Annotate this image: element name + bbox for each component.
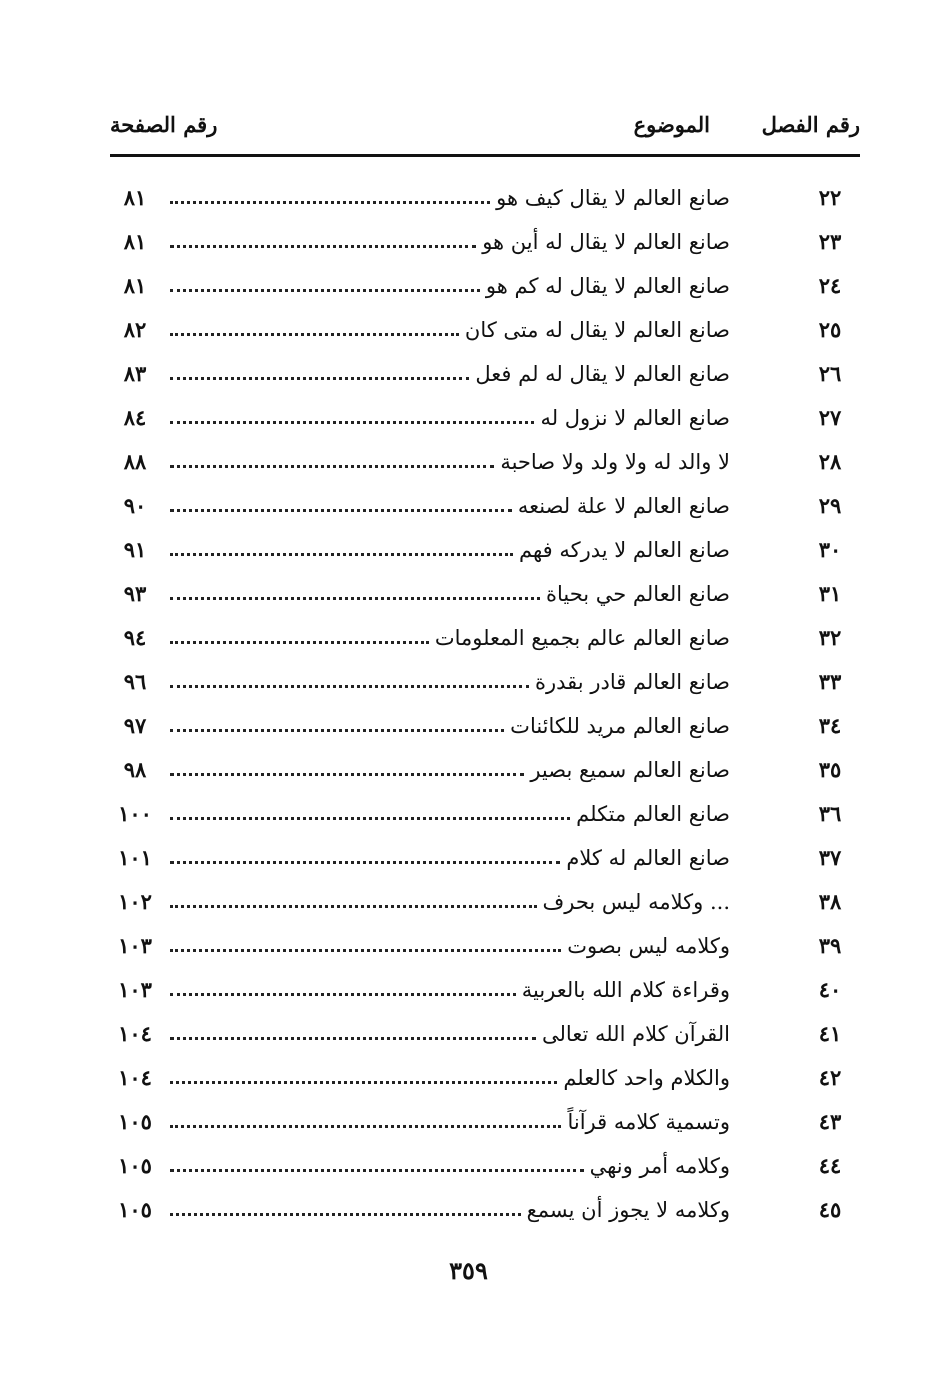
chapter-number: ٢٧	[818, 405, 842, 430]
topic-title: صانع العالم متكلم	[576, 802, 730, 826]
list-item	[105, 1056, 860, 1100]
page-reference: ١٠٠	[118, 801, 152, 826]
topic-cell	[170, 528, 730, 572]
topic-title: القرآن كلام الله تعالى	[542, 1022, 730, 1046]
topic-cell	[170, 1056, 730, 1100]
topic-cell	[170, 968, 730, 1012]
chapter-number: ٤٤	[818, 1153, 842, 1178]
page-reference: ١٠٣	[118, 933, 152, 958]
topic-title: وكلامه لا يجوز أن يسمع	[526, 1198, 730, 1222]
topic-cell	[170, 748, 730, 792]
page-reference: ١٠٤	[118, 1021, 152, 1046]
list-item	[105, 396, 860, 440]
page-number: ٣٥٩	[449, 1256, 488, 1285]
list-item	[105, 1012, 860, 1056]
list-item	[105, 264, 860, 308]
chapter-number: ٣١	[818, 581, 842, 606]
topic-cell	[170, 264, 730, 308]
topic-cell	[170, 176, 730, 220]
list-item	[105, 836, 860, 880]
chapter-number: ٣٠	[818, 537, 842, 562]
table-header	[110, 112, 860, 152]
page-reference: ٩١	[123, 537, 147, 562]
chapter-number-heading: رقم الفصل	[761, 112, 860, 137]
chapter-number: ٣٩	[818, 933, 842, 958]
topic-cell	[170, 924, 730, 968]
topic-cell	[170, 660, 730, 704]
chapter-number: ٢٤	[818, 273, 842, 298]
page-reference: ٨٨	[123, 449, 147, 474]
topic-title: لا والد له ولا ولد ولا صاحبة	[500, 450, 730, 474]
chapter-number: ٢٦	[818, 361, 842, 386]
topic-cell	[170, 616, 730, 660]
list-item	[105, 704, 860, 748]
page-reference: ١٠٤	[118, 1065, 152, 1090]
topic-title: وتسمية كلامه قرآناً	[567, 1110, 730, 1134]
page-number-heading: رقم الصفحة	[110, 112, 218, 137]
contents-list	[105, 176, 860, 1232]
page-reference: ٩٦	[123, 669, 147, 694]
list-item	[105, 616, 860, 660]
chapter-number: ٣٣	[818, 669, 842, 694]
page-reference: ٩٣	[123, 581, 147, 606]
dot-leader	[170, 1169, 584, 1172]
dot-leader	[170, 685, 529, 688]
list-item	[105, 924, 860, 968]
topic-cell	[170, 572, 730, 616]
dot-leader	[170, 377, 469, 380]
dot-leader	[170, 245, 476, 248]
list-item	[105, 748, 860, 792]
topic-title: صانع العالم سميع بصير	[530, 758, 730, 782]
topic-cell	[170, 704, 730, 748]
list-item	[105, 528, 860, 572]
topic-cell	[170, 352, 730, 396]
dot-leader	[170, 201, 490, 204]
page-reference: ٨١	[123, 229, 147, 254]
chapter-number: ٢٥	[818, 317, 842, 342]
topic-title: صانع العالم لا يقال له لم فعل	[475, 362, 730, 386]
topic-cell	[170, 396, 730, 440]
chapter-number: ٣٥	[818, 757, 842, 782]
topic-heading: الموضوع	[633, 112, 710, 137]
topic-title: صانع العالم لا علة لصنعه	[517, 494, 730, 518]
chapter-number: ٤٢	[818, 1065, 842, 1090]
chapter-number: ٤١	[818, 1021, 842, 1046]
topic-cell	[170, 1144, 730, 1188]
page-reference: ٨٤	[123, 405, 147, 430]
dot-leader	[170, 1213, 521, 1216]
list-item	[105, 968, 860, 1012]
chapter-number: ٢٢	[818, 185, 842, 210]
topic-title: والكلام واحد كالعلم	[563, 1066, 730, 1090]
chapter-number: ٤٥	[818, 1197, 842, 1222]
page-reference: ١٠٢	[118, 889, 152, 914]
topic-title: صانع العالم له كلام	[566, 846, 730, 870]
topic-cell	[170, 440, 730, 484]
chapter-number: ٣٧	[818, 845, 842, 870]
page-reference: ١٠٥	[118, 1197, 152, 1222]
chapter-number: ٣٢	[818, 625, 842, 650]
chapter-number: ٤٠	[818, 977, 842, 1002]
chapter-number: ٣٤	[818, 713, 842, 738]
list-item	[105, 308, 860, 352]
page-reference: ١٠٣	[118, 977, 152, 1002]
page-reference: ١٠٥	[118, 1109, 152, 1134]
dot-leader	[170, 1125, 561, 1128]
dot-leader	[170, 773, 524, 776]
dot-leader	[170, 1037, 536, 1040]
chapter-number: ٣٦	[818, 801, 842, 826]
chapter-number: ٤٣	[818, 1109, 842, 1134]
list-item	[105, 176, 860, 220]
topic-title: صانع العالم لا يقال له متى كان	[464, 318, 730, 342]
list-item	[105, 440, 860, 484]
dot-leader	[170, 641, 429, 644]
dot-leader	[170, 1081, 557, 1084]
page-reference: ١٠١	[118, 845, 152, 870]
list-item	[105, 660, 860, 704]
topic-title: وقراءة كلام الله بالعربية	[521, 978, 730, 1002]
list-item	[105, 792, 860, 836]
page-reference: ٨٢	[123, 317, 147, 342]
topic-title: ... وكلامه ليس بحرف	[542, 890, 730, 914]
dot-leader	[170, 861, 560, 864]
topic-title: صانع العالم حي بحياة	[545, 582, 730, 606]
topic-title: صانع العالم لا نزول له	[540, 406, 730, 430]
list-item	[105, 484, 860, 528]
page-reference: ٨٣	[123, 361, 147, 386]
topic-cell	[170, 836, 730, 880]
chapter-number: ٢٩	[818, 493, 842, 518]
list-item	[105, 220, 860, 264]
dot-leader	[170, 553, 513, 556]
dot-leader	[170, 729, 504, 732]
dot-leader	[170, 421, 534, 424]
topic-cell	[170, 308, 730, 352]
dot-leader	[170, 597, 540, 600]
dot-leader	[170, 949, 561, 952]
topic-title: صانع العالم مريد للكائنات	[510, 714, 730, 738]
page-reference: ٩٠	[123, 493, 147, 518]
list-item	[105, 1188, 860, 1232]
page-reference: ٨١	[123, 273, 147, 298]
topic-title: صانع العالم لا يقال له أين هو	[482, 230, 730, 254]
topic-title: صانع العالم لا يقال كيف هو	[496, 186, 730, 210]
page-reference: ٩٧	[123, 713, 147, 738]
dot-leader	[170, 333, 459, 336]
chapter-number: ٢٨	[818, 449, 842, 474]
topic-cell	[170, 220, 730, 264]
topic-cell	[170, 1012, 730, 1056]
page-reference: ٩٤	[123, 625, 147, 650]
dot-leader	[170, 289, 480, 292]
topic-title: صانع العالم لا يدركه فهم	[518, 538, 730, 562]
topic-cell	[170, 792, 730, 836]
topic-cell	[170, 880, 730, 924]
list-item	[105, 880, 860, 924]
chapter-number: ٣٨	[818, 889, 842, 914]
topic-title: صانع العالم قادر بقدرة	[535, 670, 730, 694]
page-reference: ١٠٥	[118, 1153, 152, 1178]
header-divider	[110, 154, 860, 157]
topic-title: وكلامه أمر ونهي	[589, 1154, 730, 1178]
dot-leader	[170, 509, 512, 512]
list-item	[105, 572, 860, 616]
list-item	[105, 352, 860, 396]
topic-cell	[170, 1188, 730, 1232]
dot-leader	[170, 905, 537, 908]
topic-title: صانع العالم لا يقال له كم هو	[485, 274, 730, 298]
list-item	[105, 1144, 860, 1188]
topic-cell	[170, 484, 730, 528]
page-reference: ٨١	[123, 185, 147, 210]
topic-cell	[170, 1100, 730, 1144]
list-item	[105, 1100, 860, 1144]
topic-title: وكلامه ليس بصوت	[567, 934, 730, 958]
chapter-number: ٢٣	[818, 229, 842, 254]
dot-leader	[170, 993, 516, 996]
dot-leader	[170, 817, 570, 820]
topic-title: صانع العالم عالم بجميع المعلومات	[434, 626, 730, 650]
page-reference: ٩٨	[123, 757, 147, 782]
dot-leader	[170, 465, 494, 468]
